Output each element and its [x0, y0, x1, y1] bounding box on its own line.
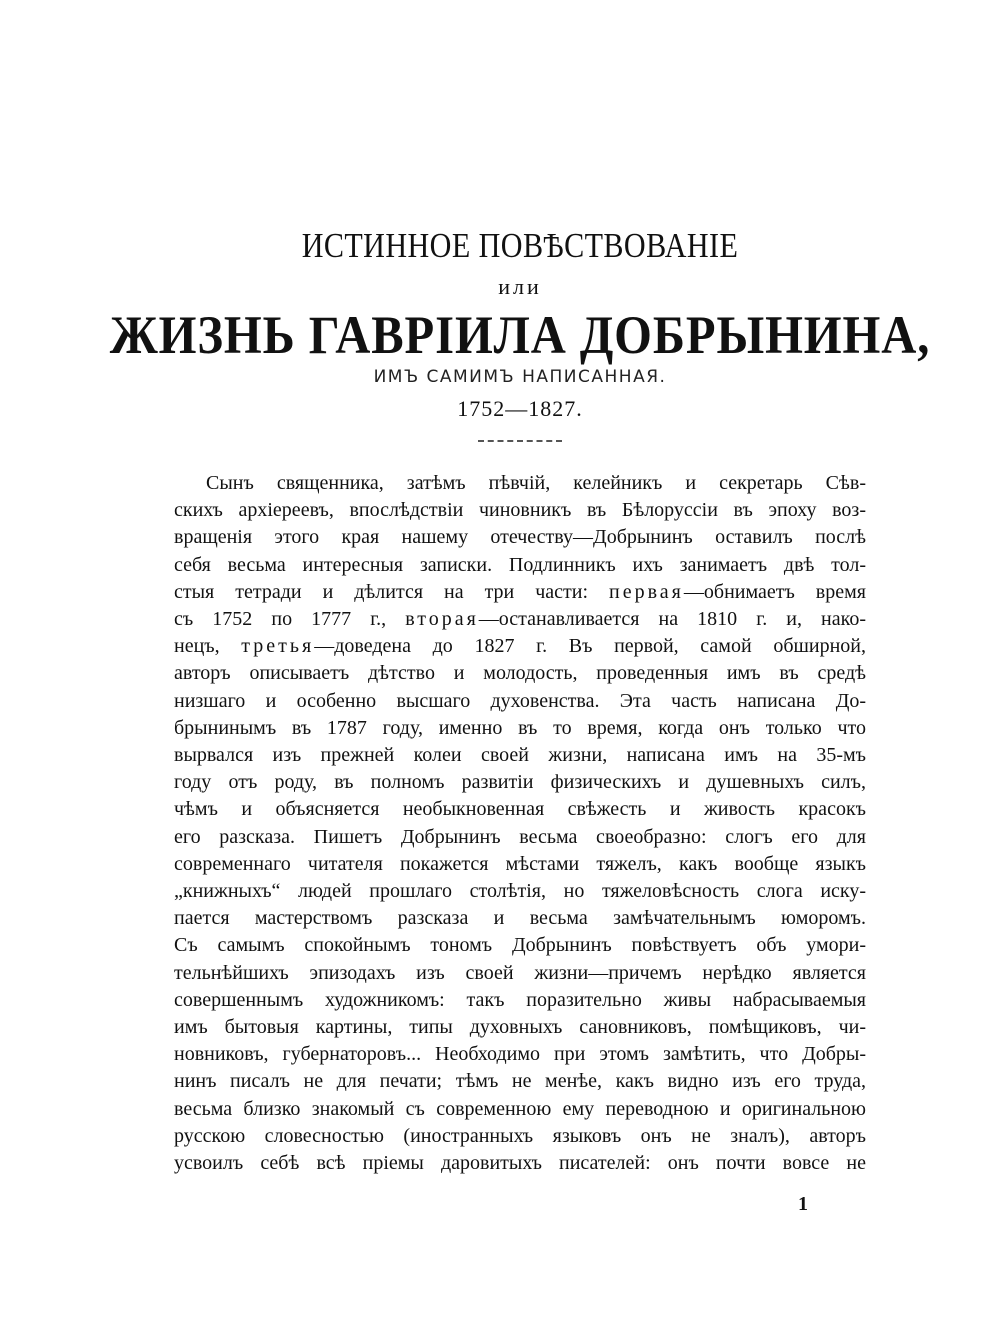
text-line: вращенія этого края нашему отечеству—Добрынинъ оставилъ послѣ — [174, 526, 866, 549]
text-line: авторъ описываетъ дѣтство и молодость, проведенныя имъ въ средѣ — [174, 662, 866, 685]
text-fragment: съ 1752 по 1777 г., — [174, 608, 387, 631]
text-line — [174, 606, 866, 633]
page-number: 1 — [798, 1193, 808, 1215]
text-line: низшаго и особенно высшаго духовенства. Эта часть написана До- — [174, 689, 866, 712]
heading-or: или — [498, 274, 542, 299]
text-line: пается мастерствомъ разсказа и весьма замѣчательнымъ юморомъ. — [174, 907, 866, 930]
text-fragment: стыя тетради и дѣлится на три части: — [174, 580, 589, 603]
text-line: „книжныхъ“ людей прошлаго столѣтія, но тяжеловѣсность слога иску- — [174, 880, 866, 903]
text-line: русскою словесностью (иностранныхъ языковъ онъ не зналъ), авторъ — [174, 1124, 866, 1147]
text-line: брынинымъ въ 1787 году, именно въ то время, когда онъ только что — [174, 716, 866, 739]
text-line — [174, 633, 866, 660]
text-line: современнаго читателя покажется мѣстами тяжелъ, какъ вообще языкъ — [174, 852, 866, 875]
text-line: чѣмъ и объясняется необыкновенная свѣжесть и живость красокъ — [174, 798, 866, 821]
heading-line1: ИСТИННОЕ ПОВѢСТВОВАНІЕ — [301, 226, 739, 265]
text-line: имъ бытовыя картины, типы духовныхъ сановниковъ, помѣщиковъ, чи- — [174, 1016, 866, 1039]
text-fragment: —останавливается на 1810 г. и, нако- — [478, 608, 866, 631]
text-line: году отъ роду, въ полномъ развитіи физическихъ и душевныхъ силъ, — [174, 771, 866, 794]
text-fragment: —обнимаетъ время — [683, 580, 866, 603]
text-line: усвоилъ себѣ всѣ пріемы даровитыхъ писателей: онъ почти вовсе не — [174, 1152, 866, 1175]
text-line: его разсказа. Пишетъ Добрынинъ весьма своеобразно: слогъ его для — [174, 825, 866, 848]
body-paragraph — [174, 470, 866, 1177]
text-line — [174, 579, 866, 606]
text-line: новниковъ, губернаторовъ... Необходимо при этомъ замѣтить, что Добры- — [174, 1043, 866, 1066]
ornament-divider — [478, 440, 562, 444]
text-fragment: нецъ, — [174, 635, 220, 658]
spaced-word: вторая — [405, 608, 479, 631]
text-line: скихъ архіереевъ, впослѣдствіи чиновникъ въ Бѣлоруссіи въ эпоху воз- — [174, 499, 866, 522]
text-line: себя весьма интересныя записки. Подлинникъ ихъ занимаетъ двѣ тол- — [174, 553, 866, 576]
spaced-word: первая — [609, 580, 684, 603]
text-line: весьма близко знакомый съ современною ему переводною и оригинальною — [174, 1097, 866, 1120]
text-fragment: —доведена до 1827 г. Въ первой, самой обширной, — [314, 635, 867, 658]
spaced-word: третья — [241, 635, 315, 658]
heading-subtitle: ИМЪ САМИМЪ НАПИСАННАЯ. — [373, 367, 667, 387]
text-line: тельнѣйшихъ эпизодахъ изъ своей жизни—причемъ нерѣдко является — [174, 961, 866, 984]
text-line: совершеннымъ художникомъ: такъ поразительно живы набрасываемыя — [174, 988, 866, 1011]
text-line: вырвался изъ прежней колеи своей жизни, написана имъ на 35-мъ — [174, 744, 866, 767]
text-line: нинъ писалъ не для печати; тѣмъ не менѣе, какъ видно изъ его труда, — [174, 1070, 866, 1093]
heading-main-title: ЖИЗНЬ ГАВРІИЛА ДОБРЫНИНА, — [109, 305, 931, 365]
text-line: Сынъ священника, затѣмъ пѣвчій, келейникъ и секретарь Сѣв- — [206, 472, 866, 494]
heading-years: 1752—1827. — [457, 396, 583, 421]
text-line: Съ самымъ спокойнымъ тономъ Добрынинъ повѣствуетъ объ умори- — [174, 934, 866, 957]
